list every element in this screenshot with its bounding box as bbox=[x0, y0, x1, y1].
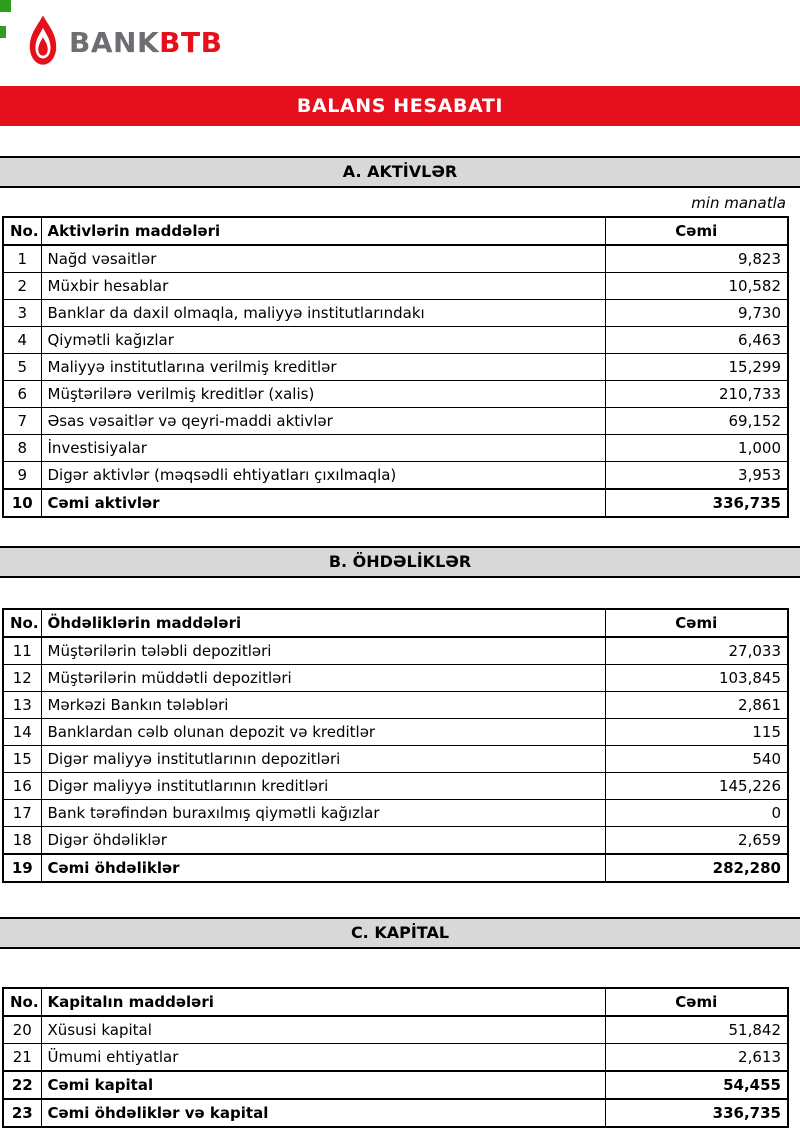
row-value-cell: 210,733 bbox=[605, 381, 788, 408]
row-value-cell: 51,842 bbox=[605, 1016, 788, 1044]
table-row bbox=[3, 462, 788, 490]
bank-logo bbox=[0, 0, 800, 82]
section-a-title: A. AKTİVLƏR bbox=[342, 162, 458, 181]
row-no-cell: 2 bbox=[3, 273, 41, 300]
section-a-header bbox=[0, 156, 800, 188]
row-value-cell: 10,582 bbox=[605, 273, 788, 300]
green-artifact-top bbox=[0, 0, 11, 12]
row-no-cell: 9 bbox=[3, 462, 41, 490]
row-value-cell: 9,823 bbox=[605, 245, 788, 273]
row-item-cell: Müştərilərə verilmiş kreditlər (xalis) bbox=[41, 381, 605, 408]
row-no-cell: 1 bbox=[3, 245, 41, 273]
kapital-table bbox=[2, 987, 789, 1128]
table-row bbox=[3, 273, 788, 300]
row-item-cell: Digər aktivlər (məqsədli ehtiyatları çıxılmaqla) bbox=[41, 462, 605, 490]
table-row bbox=[3, 719, 788, 746]
bank-logo-text bbox=[69, 26, 222, 59]
row-no-cell: 16 bbox=[3, 773, 41, 800]
section-b-title: B. ÖHDƏLİKLƏR bbox=[328, 552, 472, 571]
green-artifact-side bbox=[0, 26, 6, 38]
col-header-items: Aktivlərin maddələri bbox=[41, 217, 605, 245]
table-row bbox=[3, 637, 788, 665]
section-kapital bbox=[0, 917, 800, 1128]
row-no-cell: 4 bbox=[3, 327, 41, 354]
row-value-cell: 282,280 bbox=[605, 854, 788, 882]
row-item-cell: Cəmi öhdəliklər bbox=[41, 854, 605, 882]
table-header-row bbox=[3, 988, 788, 1016]
row-value-cell: 336,735 bbox=[605, 489, 788, 517]
table-row bbox=[3, 746, 788, 773]
row-item-cell: Müxbir hesablar bbox=[41, 273, 605, 300]
row-item-cell: Digər maliyyə institutlarının depozitləri bbox=[41, 746, 605, 773]
table-header-row bbox=[3, 217, 788, 245]
row-no-cell: 6 bbox=[3, 381, 41, 408]
section-aktivler bbox=[0, 156, 800, 518]
report-title-banner bbox=[0, 86, 800, 126]
row-value-cell: 27,033 bbox=[605, 637, 788, 665]
row-item-cell: Digər öhdəliklər bbox=[41, 827, 605, 855]
row-value-cell: 0 bbox=[605, 800, 788, 827]
row-no-cell: 19 bbox=[3, 854, 41, 882]
row-no-cell: 21 bbox=[3, 1044, 41, 1072]
logo-bank-text: BANK bbox=[69, 25, 160, 59]
row-value-cell: 103,845 bbox=[605, 665, 788, 692]
table-row bbox=[3, 300, 788, 327]
row-no-cell: 14 bbox=[3, 719, 41, 746]
total-row-kapital bbox=[3, 1071, 788, 1099]
row-value-cell: 3,953 bbox=[605, 462, 788, 490]
row-value-cell: 115 bbox=[605, 719, 788, 746]
row-item-cell: Mərkəzi Bankın tələbləri bbox=[41, 692, 605, 719]
unit-note-text: min manatla bbox=[691, 194, 786, 212]
row-value-cell: 69,152 bbox=[605, 408, 788, 435]
total-row-ohdelikler bbox=[3, 854, 788, 882]
row-item-cell: Banklardan cəlb olunan depozit və kreditlər bbox=[41, 719, 605, 746]
table-row bbox=[3, 692, 788, 719]
row-item-cell: Digər maliyyə institutlarının kreditləri bbox=[41, 773, 605, 800]
row-value-cell: 15,299 bbox=[605, 354, 788, 381]
row-value-cell: 2,613 bbox=[605, 1044, 788, 1072]
row-no-cell: 13 bbox=[3, 692, 41, 719]
row-item-cell: İnvestisiyalar bbox=[41, 435, 605, 462]
row-no-cell: 18 bbox=[3, 827, 41, 855]
ohdelikler-table bbox=[2, 608, 789, 883]
row-no-cell: 3 bbox=[3, 300, 41, 327]
row-no-cell: 5 bbox=[3, 354, 41, 381]
row-no-cell: 7 bbox=[3, 408, 41, 435]
row-item-cell: Müştərilərin müddətli depozitləri bbox=[41, 665, 605, 692]
row-item-cell: Müştərilərin tələbli depozitləri bbox=[41, 637, 605, 665]
col-header-no: No. bbox=[3, 217, 41, 245]
col-header-total: Cəmi bbox=[605, 217, 788, 245]
row-item-cell: Cəmi öhdəliklər və kapital bbox=[41, 1099, 605, 1127]
row-no-cell: 12 bbox=[3, 665, 41, 692]
row-value-cell: 1,000 bbox=[605, 435, 788, 462]
table-row bbox=[3, 327, 788, 354]
row-item-cell: Maliyyə institutlarına verilmiş kreditlər bbox=[41, 354, 605, 381]
logo-btb-text: BTB bbox=[159, 25, 223, 59]
section-ohdelikler bbox=[0, 546, 800, 883]
col-header-total: Cəmi bbox=[605, 988, 788, 1016]
row-no-cell: 23 bbox=[3, 1099, 41, 1127]
table-header-row bbox=[3, 609, 788, 637]
report-title: BALANS HESABATI bbox=[296, 95, 504, 117]
table-row bbox=[3, 408, 788, 435]
col-header-items: Kapitalın maddələri bbox=[41, 988, 605, 1016]
row-item-cell: Cəmi aktivlər bbox=[41, 489, 605, 517]
bank-flame-icon bbox=[26, 14, 60, 70]
row-item-cell: Əsas vəsaitlər və qeyri-maddi aktivlər bbox=[41, 408, 605, 435]
col-header-total: Cəmi bbox=[605, 609, 788, 637]
row-value-cell: 540 bbox=[605, 746, 788, 773]
row-no-cell: 17 bbox=[3, 800, 41, 827]
row-value-cell: 9,730 bbox=[605, 300, 788, 327]
row-item-cell: Bank tərəfindən buraxılmış qiymətli kağızlar bbox=[41, 800, 605, 827]
row-item-cell: Ümumi ehtiyatlar bbox=[41, 1044, 605, 1072]
col-header-items: Öhdəliklərin maddələri bbox=[41, 609, 605, 637]
row-no-cell: 15 bbox=[3, 746, 41, 773]
row-value-cell: 2,659 bbox=[605, 827, 788, 855]
table-row bbox=[3, 435, 788, 462]
row-item-cell: Banklar da daxil olmaqla, maliyyə institutlarındakı bbox=[41, 300, 605, 327]
row-value-cell: 145,226 bbox=[605, 773, 788, 800]
row-value-cell: 6,463 bbox=[605, 327, 788, 354]
table-row bbox=[3, 1016, 788, 1044]
aktivler-table bbox=[2, 216, 789, 518]
row-value-cell: 54,455 bbox=[605, 1071, 788, 1099]
row-item-cell: Xüsusi kapital bbox=[41, 1016, 605, 1044]
table-row bbox=[3, 665, 788, 692]
row-no-cell: 22 bbox=[3, 1071, 41, 1099]
unit-note bbox=[0, 188, 800, 216]
table-row bbox=[3, 354, 788, 381]
table-row bbox=[3, 1044, 788, 1072]
table-row bbox=[3, 800, 788, 827]
row-item-cell: Nağd vəsaitlər bbox=[41, 245, 605, 273]
table-row bbox=[3, 245, 788, 273]
row-no-cell: 20 bbox=[3, 1016, 41, 1044]
total-row-aktivler bbox=[3, 489, 788, 517]
col-header-no: No. bbox=[3, 988, 41, 1016]
row-no-cell: 8 bbox=[3, 435, 41, 462]
row-value-cell: 336,735 bbox=[605, 1099, 788, 1127]
col-header-no: No. bbox=[3, 609, 41, 637]
table-row bbox=[3, 773, 788, 800]
row-no-cell: 10 bbox=[3, 489, 41, 517]
total-row-grand bbox=[3, 1099, 788, 1127]
section-c-header bbox=[0, 917, 800, 949]
table-row bbox=[3, 381, 788, 408]
row-value-cell: 2,861 bbox=[605, 692, 788, 719]
section-b-header bbox=[0, 546, 800, 578]
section-c-title: C. KAPİTAL bbox=[350, 923, 450, 942]
table-row bbox=[3, 827, 788, 855]
row-item-cell: Qiymətli kağızlar bbox=[41, 327, 605, 354]
row-item-cell: Cəmi kapital bbox=[41, 1071, 605, 1099]
row-no-cell: 11 bbox=[3, 637, 41, 665]
